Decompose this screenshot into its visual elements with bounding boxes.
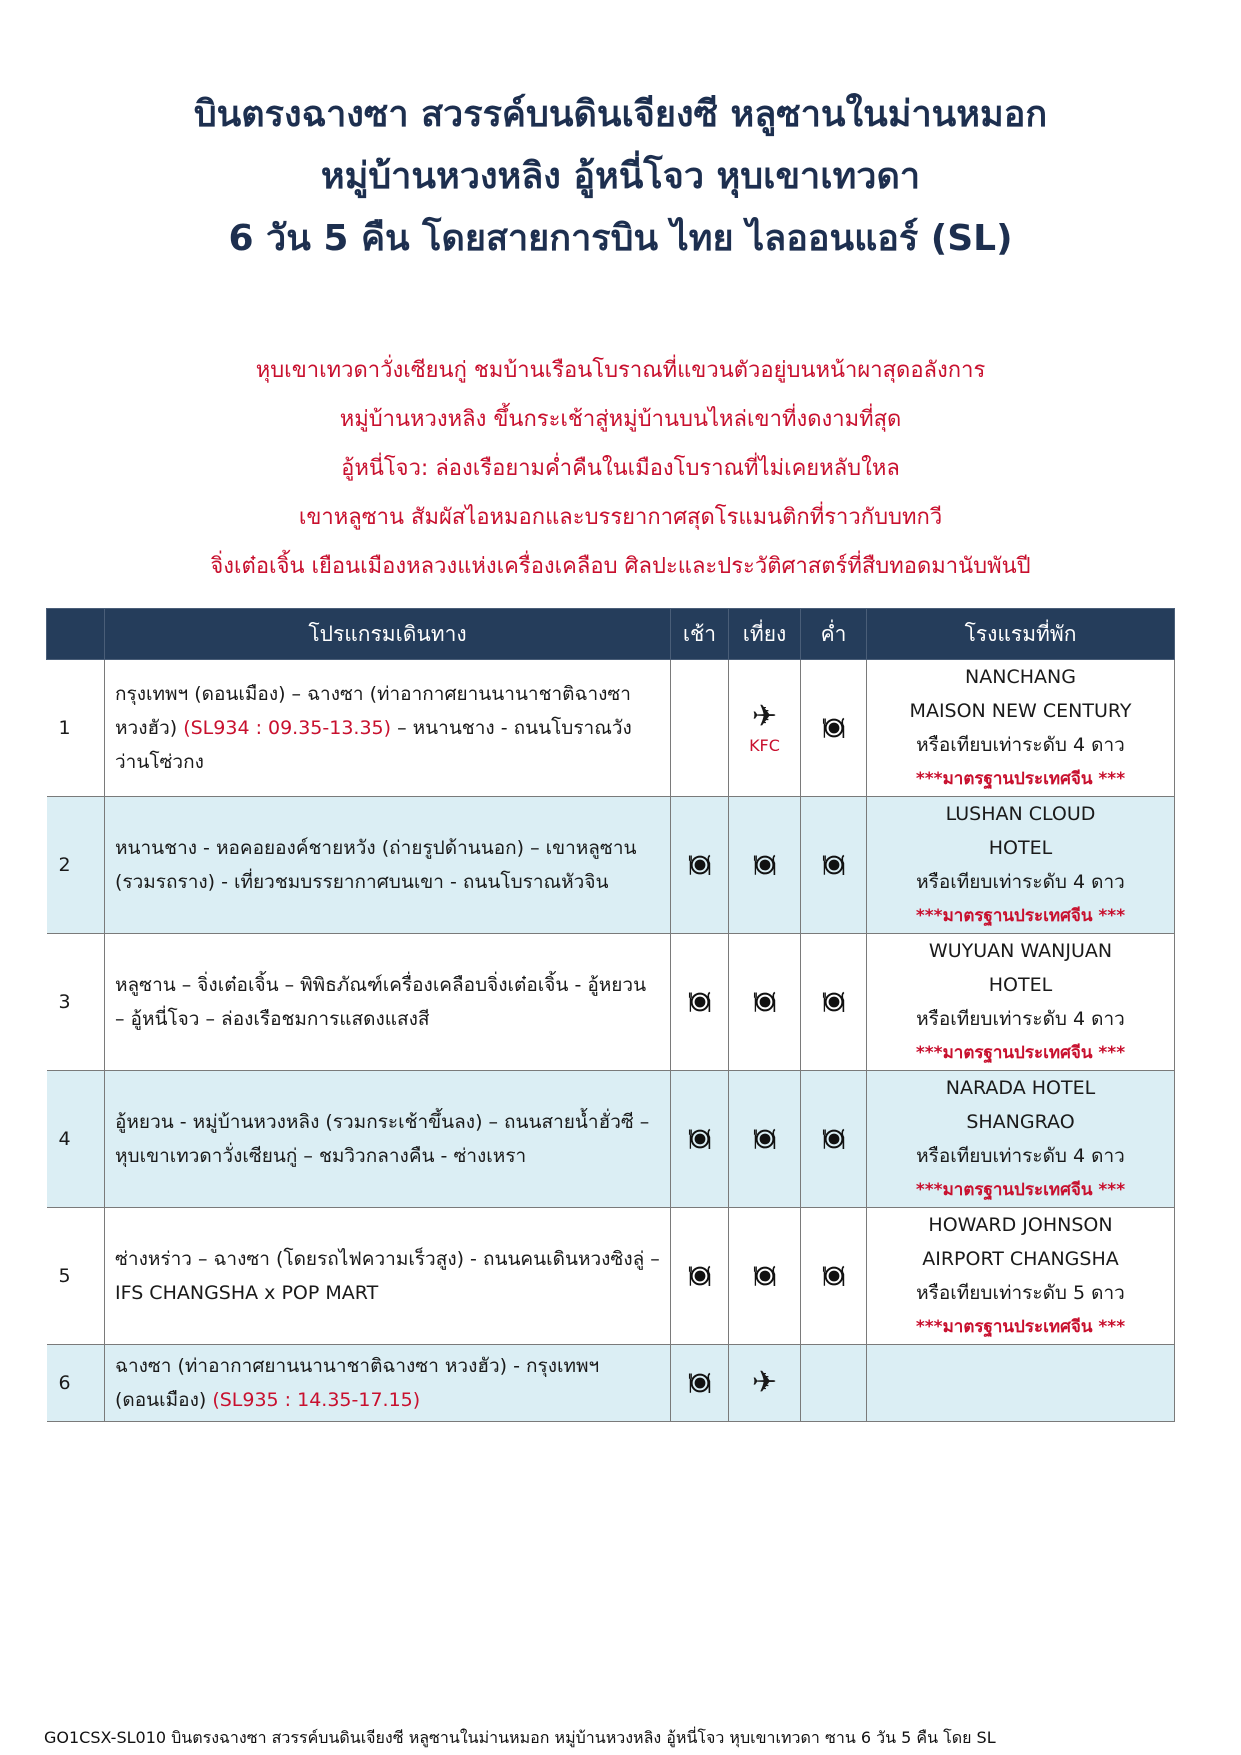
breakfast-cell xyxy=(671,797,729,934)
program-text: หนานชาง - หอคอยองค์ชายหวัง (ถ่ายรูปด้านนอก) – เขาหลูซาน (รวมรถราง) - เที่ยวชมบรรยากาศบนเขา - ถนนโบราณหัวจิน xyxy=(115,837,637,893)
breakfast-cell xyxy=(671,660,729,797)
hotel-name-line: HOWARD JOHNSON xyxy=(928,1214,1113,1236)
lunch-cell xyxy=(729,797,801,934)
meal-icon xyxy=(822,990,846,1014)
day-number: 3 xyxy=(47,934,105,1071)
breakfast-cell xyxy=(671,934,729,1071)
day-program xyxy=(105,934,671,1071)
lunch-cell xyxy=(729,934,801,1071)
day-number: 6 xyxy=(47,1345,105,1422)
program-text: ซ่างหร่าว – ฉางซา (โดยรถไฟความเร็วสูง) - ถนนคนเดินหวงซิงลู่ – IFS CHANGSHA x POP MART xyxy=(115,1248,660,1304)
day-number: 1 xyxy=(47,660,105,797)
hotel-level: หรือเทียบเท่าระดับ 4 ดาว xyxy=(916,734,1125,756)
program-text: อู้หยวน - หมู่บ้านหวงหลิง (รวมกระเช้าขึ้นลง) – ถนนสายน้ำฮั่วซี – หุบเขาเทวดาวั่งเซียนกู่ – ชมวิวกลางคืน - ซ่างเหรา xyxy=(115,1111,650,1167)
day-number: 4 xyxy=(47,1071,105,1208)
hotel-cell xyxy=(867,797,1175,934)
header-program: โปรแกรมเดินทาง xyxy=(105,609,671,660)
hotel-level: หรือเทียบเท่าระดับ 5 ดาว xyxy=(916,1282,1125,1304)
meal-icon xyxy=(688,1264,712,1288)
title-line-3: 6 วัน 5 คืน โดยสายการบิน ไทย ไลออนแอร์ (SL) xyxy=(228,218,1013,259)
lunch-cell xyxy=(729,1345,801,1422)
hotel-name-line: AIRPORT CHANGSHA xyxy=(922,1248,1119,1270)
day-program xyxy=(105,660,671,797)
program-text: หลูซาน – จิ่งเต๋อเจิ้น – พิพิธภัณฑ์เครื่องเคลือบจิ่งเต๋อเจิ้น - อู้หยวน – อู้หนี่โจว – ล่องเรือชมการแสดงแสงสี xyxy=(115,974,647,1030)
highlight-line: อู้หนี่โจว: ล่องเรือยามค่ำคืนในเมืองโบราณที่ไม่เคยหลับใหล xyxy=(341,456,900,481)
title-line-1: บินตรงฉางซา สวรรค์บนดินเจียงซี หลูซานในม่านหมอก xyxy=(193,94,1048,135)
highlight-line: หุบเขาเทวดาวั่งเซียนกู่ ชมบ้านเรือนโบราณที่แขวนตัวอยู่บนหน้าผาสุดอลังการ xyxy=(255,358,986,383)
hotel-standard: ***มาตรฐานประเทศจีน *** xyxy=(915,769,1126,789)
meal-note: KFC xyxy=(749,735,780,755)
breakfast-cell xyxy=(671,1208,729,1345)
itinerary-row xyxy=(47,660,1175,797)
hotel-cell xyxy=(867,660,1175,797)
itinerary-table xyxy=(46,608,1175,1422)
program-text: ฉางซา (ท่าอากาศยานนานาชาติฉางซา หวงฮัว) - กรุงเทพฯ (ดอนเมือง) xyxy=(115,1355,600,1411)
itinerary-row xyxy=(47,1071,1175,1208)
hotel-name-line: SHANGRAO xyxy=(966,1111,1075,1133)
meal-icon xyxy=(688,1127,712,1151)
flight-info: (SL935 : 14.35-17.15) xyxy=(212,1389,421,1411)
hotel-level: หรือเทียบเท่าระดับ 4 ดาว xyxy=(916,1008,1125,1030)
meal-icon xyxy=(753,1127,777,1151)
breakfast-cell xyxy=(671,1345,729,1422)
header-breakfast: เช้า xyxy=(671,609,729,660)
header-hotel: โรงแรมที่พัก xyxy=(867,609,1175,660)
dinner-cell xyxy=(801,1208,867,1345)
meal-icon xyxy=(688,990,712,1014)
hotel-standard: ***มาตรฐานประเทศจีน *** xyxy=(915,1043,1126,1063)
hotel-standard: ***มาตรฐานประเทศจีน *** xyxy=(915,906,1126,926)
itinerary-row xyxy=(47,1208,1175,1345)
header-lunch: เที่ยง xyxy=(729,609,801,660)
meal-icon xyxy=(822,1127,846,1151)
highlight-line: หมู่บ้านหวงหลิง ขึ้นกระเช้าสู่หมู่บ้านบนไหล่เขาที่งดงามที่สุด xyxy=(339,407,902,432)
breakfast-cell xyxy=(671,1071,729,1208)
lunch-cell xyxy=(729,1208,801,1345)
hotel-level: หรือเทียบเท่าระดับ 4 ดาว xyxy=(916,1145,1125,1167)
hotel-cell xyxy=(867,1071,1175,1208)
lunch-cell xyxy=(729,1071,801,1208)
lunch-cell xyxy=(729,660,801,797)
hotel-standard: ***มาตรฐานประเทศจีน *** xyxy=(915,1180,1126,1200)
meal-icon xyxy=(822,1264,846,1288)
itinerary-row xyxy=(47,1345,1175,1422)
meal-icon xyxy=(753,853,777,877)
itinerary-row xyxy=(47,797,1175,934)
hotel-cell xyxy=(867,934,1175,1071)
itinerary-header-row xyxy=(47,609,1175,660)
hotel-level: หรือเทียบเท่าระดับ 4 ดาว xyxy=(916,871,1125,893)
airplane-icon: ✈ xyxy=(751,698,778,734)
hotel-name-line: HOTEL xyxy=(988,974,1053,996)
dinner-cell xyxy=(801,934,867,1071)
dinner-cell xyxy=(801,797,867,934)
hotel-name-line: NARADA HOTEL xyxy=(945,1077,1096,1099)
highlight-line: เขาหลูซาน สัมผัสไอหมอกและบรรยากาศสุดโรแมนติกที่ราวกับบทกวี xyxy=(298,505,943,530)
tour-highlights xyxy=(40,346,1201,591)
day-program xyxy=(105,797,671,934)
page-footer: GO1CSX-SL010 บินตรงฉางซา สวรรค์บนดินเจียงซี หลูซานในม่านหมอก หมู่บ้านหวงหลิง อู้หนี่โจว หุบเขาเทวดา ซาน 6 วัน 5 คืน โดย SL xyxy=(44,1728,996,1747)
program-text-after: – หนานชาง - ถนนโบราณวังว่านโซ่วกง xyxy=(115,717,632,773)
day-number: 5 xyxy=(47,1208,105,1345)
day-program xyxy=(105,1208,671,1345)
highlight-line: จิ่งเต๋อเจิ้น เยือนเมืองหลวงแห่งเครื่องเคลือบ ศิลปะและประวัติศาสตร์ที่สืบทอดมานับพันปี xyxy=(210,554,1031,579)
dinner-cell xyxy=(801,1071,867,1208)
tour-title xyxy=(40,84,1201,270)
hotel-name-line: NANCHANG xyxy=(965,666,1076,688)
meal-icon xyxy=(688,1371,712,1395)
hotel-cell xyxy=(867,1208,1175,1345)
itinerary-row xyxy=(47,934,1175,1071)
header-dinner: ค่ำ xyxy=(801,609,867,660)
meal-icon xyxy=(688,853,712,877)
hotel-name-line: LUSHAN CLOUD xyxy=(945,803,1096,825)
hotel-cell xyxy=(867,1345,1175,1422)
flight-info: (SL934 : 09.35-13.35) xyxy=(183,717,392,739)
day-program xyxy=(105,1345,671,1422)
dinner-cell xyxy=(801,660,867,797)
meal-icon xyxy=(753,1264,777,1288)
day-number: 2 xyxy=(47,797,105,934)
hotel-name-line: HOTEL xyxy=(988,837,1053,859)
title-line-2: หมู่บ้านหวงหลิง อู้หนี่โจว หุบเขาเทวดา xyxy=(320,156,921,197)
header-day xyxy=(47,609,105,660)
itinerary-body xyxy=(47,660,1175,1422)
day-program xyxy=(105,1071,671,1208)
hotel-name-line: WUYUAN WANJUAN xyxy=(928,940,1113,962)
hotel-standard: ***มาตรฐานประเทศจีน *** xyxy=(915,1317,1126,1337)
dinner-cell xyxy=(801,1345,867,1422)
program-text: กรุงเทพฯ (ดอนเมือง) – ฉางซา (ท่าอากาศยานนานาชาติฉางซา หวงฮัว) xyxy=(115,683,631,739)
airplane-icon: ✈ xyxy=(751,1365,778,1400)
hotel-name-line: MAISON NEW CENTURY xyxy=(909,700,1132,722)
meal-icon xyxy=(822,853,846,877)
meal-icon xyxy=(822,716,846,740)
meal-icon xyxy=(753,990,777,1014)
